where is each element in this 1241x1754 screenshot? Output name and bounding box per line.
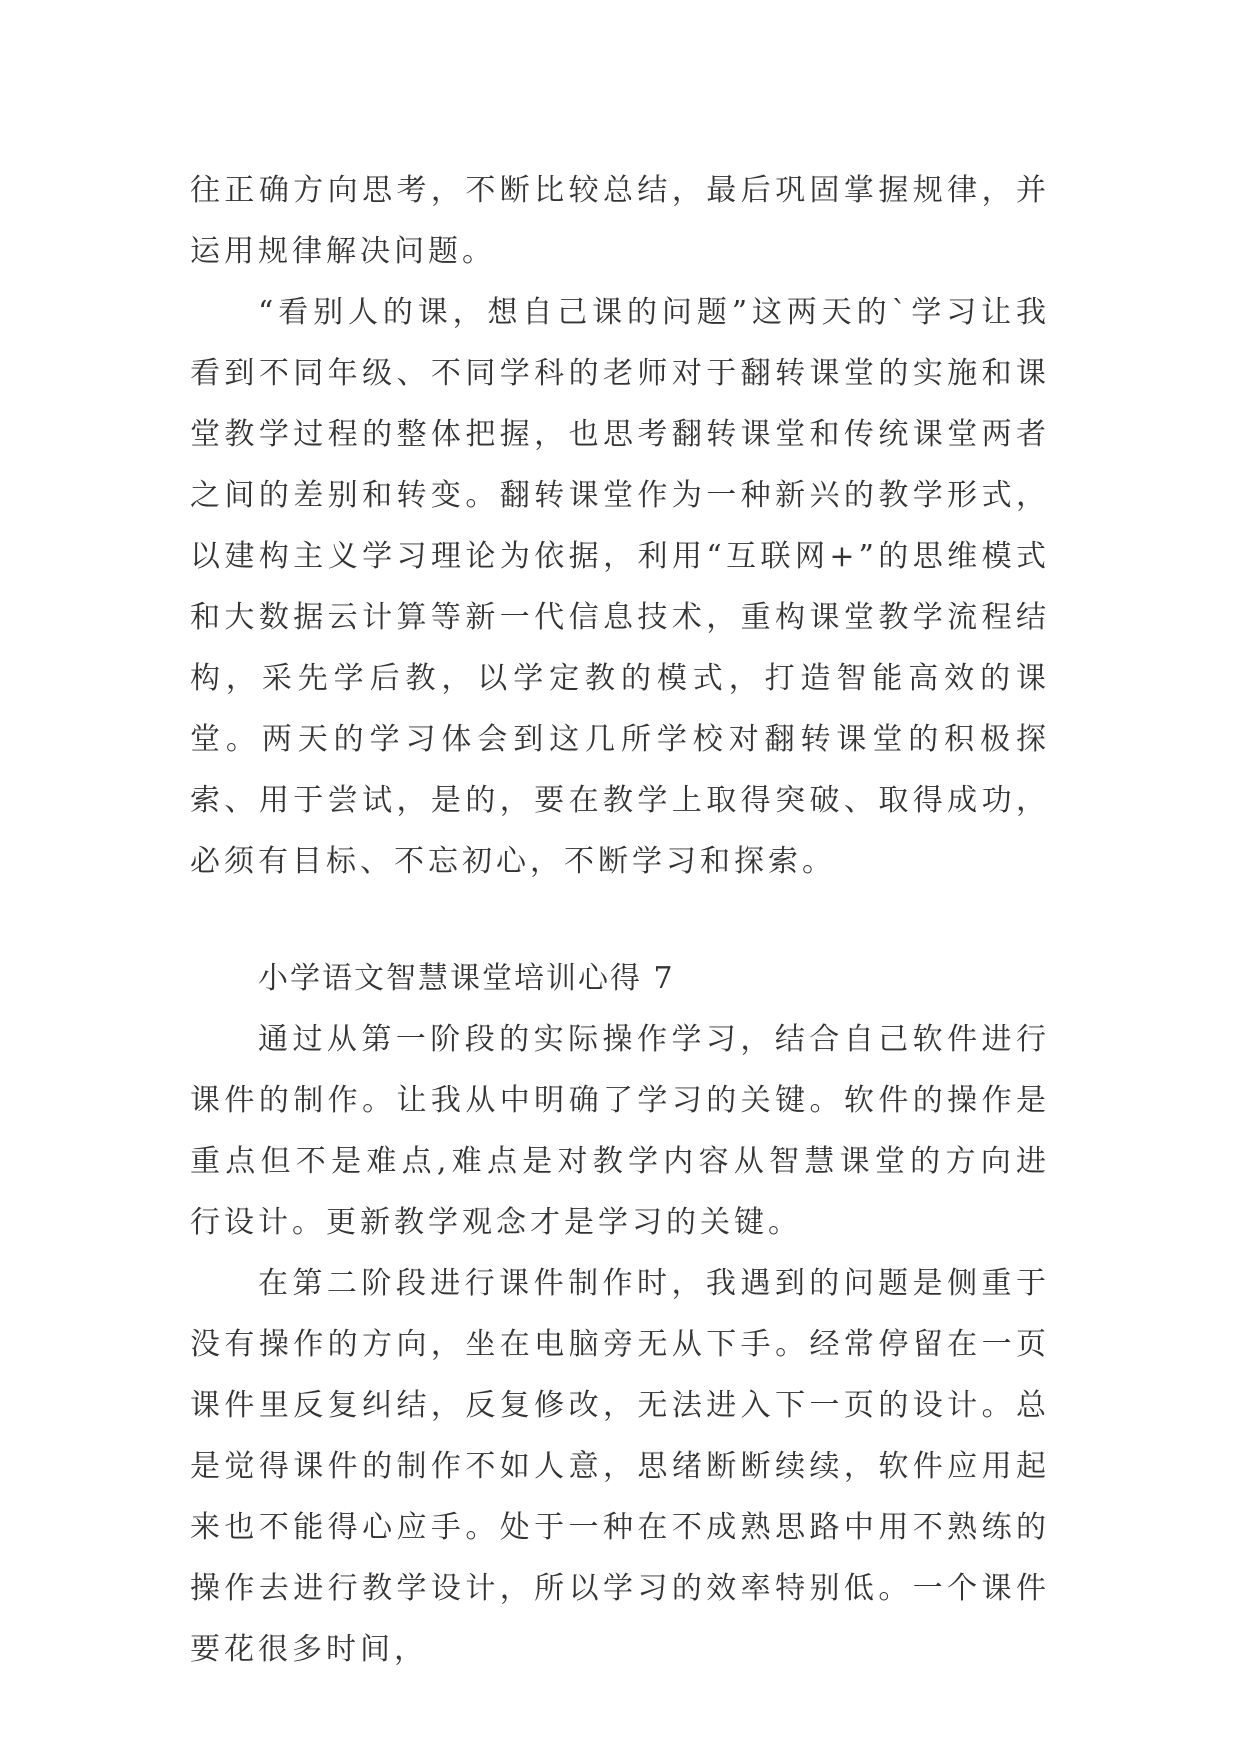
paragraph-1: 往正确方向思考，不断比较总结，最后巩固掌握规律，并运用规律解决问题。: [190, 173, 1050, 269]
paragraph-2: “看别人的课，想自己课的问题”这两天的`学习让我看到不同年级、不同学科的老师对于翻转课堂的实施和课堂教学过程的整体把握，也思考翻转课堂和传统课堂两者之间的差别和转变。翻转课堂作为一种新兴的教学形式，以建构主义学习理论为依据，利用“互联网+”的思维模式和大数据云计算等新一代信息技术，重构课堂教学流程结构，采先学后教，以学定教的模式，打造智能高效的课堂。两天的学习体会到这几所学校对翻转课堂的积极探索、用于尝试，是的，要在教学上取得突破、取得成功，必须有目标、不忘初心，不断学习和探索。: [190, 295, 1050, 879]
section-title: 小学语文智慧课堂培训心得 7: [258, 961, 675, 996]
paragraph-3: 通过从第一阶段的实际操作学习，结合自己软件进行课件的制作。让我从中明确了学习的关键。软件的操作是重点但不是难点,难点是对教学内容从智慧课堂的方向进行设计。更新教学观念才是学习的关键。: [190, 1022, 1050, 1240]
paragraph-4: 在第二阶段进行课件制作时，我遇到的问题是侧重于没有操作的方向，坐在电脑旁无从下手。经常停留在一页课件里反复纠结，反复修改，无法进入下一页的设计。总是觉得课件的制作不如人意，思绪断断续续，软件应用起来也不能得心应手。处于一种在不成熟思路中用不熟练的操作去进行教学设计，所以学习的效率特别低。一个课件要花很多时间，: [190, 1266, 1050, 1667]
document-body: [190, 160, 1050, 1680]
